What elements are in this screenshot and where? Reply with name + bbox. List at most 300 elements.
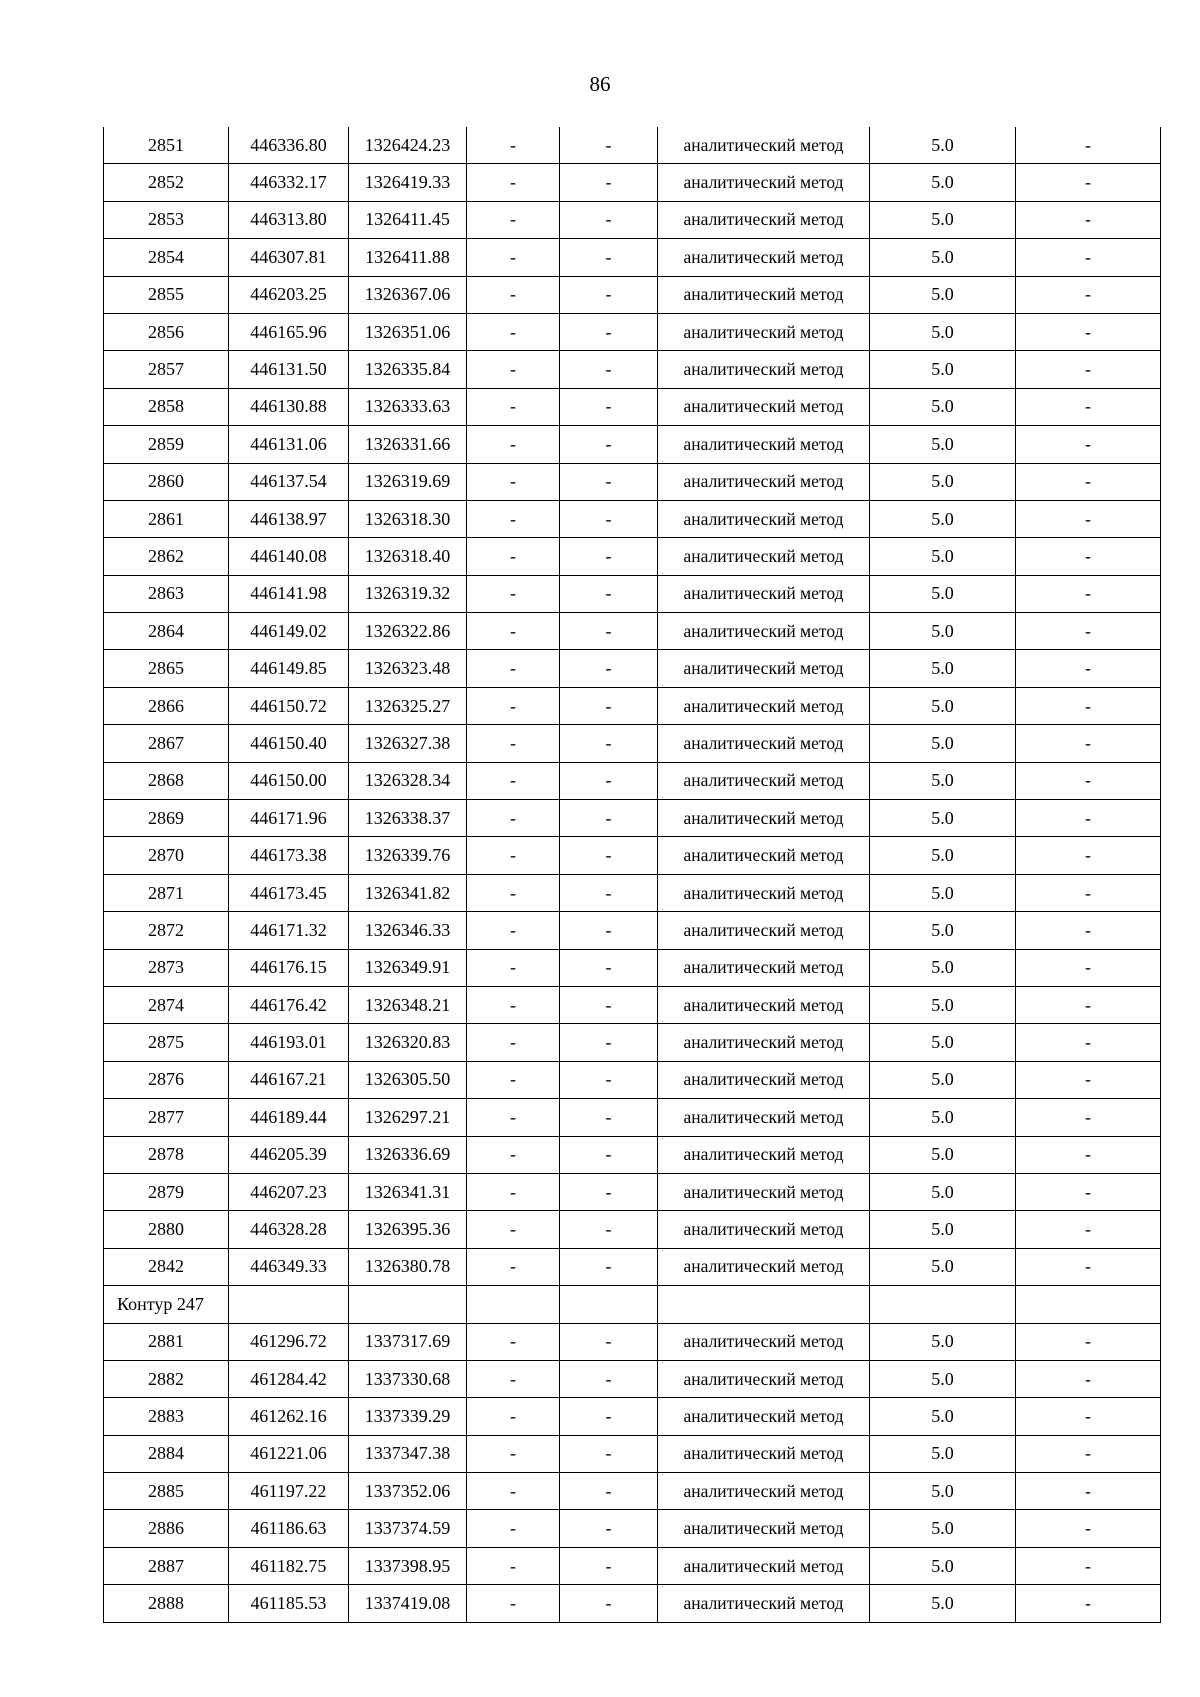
- dash-cell-1: -: [467, 1547, 560, 1584]
- table-row: [104, 1473, 1161, 1510]
- dash-cell-1: -: [467, 239, 560, 276]
- point-number-cell: 2883: [104, 1398, 229, 1435]
- dash-cell-2: -: [560, 613, 658, 650]
- dash-cell-2: [560, 1286, 658, 1323]
- accuracy-cell: 5.0: [870, 687, 1016, 724]
- y-coordinate-cell: 1326320.83: [349, 1024, 467, 1061]
- dash-cell-2: -: [560, 500, 658, 537]
- dash-cell-3: -: [1016, 1360, 1161, 1397]
- dash-cell-1: -: [467, 1585, 560, 1622]
- dash-cell-3: -: [1016, 650, 1161, 687]
- dash-cell-2: -: [560, 1173, 658, 1210]
- x-coordinate-cell: 446150.72: [229, 687, 349, 724]
- table-row: [104, 986, 1161, 1023]
- dash-cell-3: [1016, 1286, 1161, 1323]
- dash-cell-1: -: [467, 1061, 560, 1098]
- y-coordinate-cell: 1326367.06: [349, 276, 467, 313]
- accuracy-cell: 5.0: [870, 201, 1016, 238]
- method-cell: аналитический метод: [658, 1211, 870, 1248]
- dash-cell-3: -: [1016, 1547, 1161, 1584]
- y-coordinate-cell: 1337398.95: [349, 1547, 467, 1584]
- method-cell: аналитический метод: [658, 164, 870, 201]
- y-coordinate-cell: 1326328.34: [349, 762, 467, 799]
- dash-cell-3: -: [1016, 1473, 1161, 1510]
- x-coordinate-cell: 446203.25: [229, 276, 349, 313]
- method-cell: аналитический метод: [658, 613, 870, 650]
- y-coordinate-cell: 1326297.21: [349, 1099, 467, 1136]
- method-cell: аналитический метод: [658, 500, 870, 537]
- dash-cell-1: -: [467, 575, 560, 612]
- dash-cell-1: -: [467, 1173, 560, 1210]
- table-row: [104, 800, 1161, 837]
- dash-cell-2: -: [560, 388, 658, 425]
- accuracy-cell: [870, 1286, 1016, 1323]
- dash-cell-3: -: [1016, 687, 1161, 724]
- accuracy-cell: 5.0: [870, 1398, 1016, 1435]
- dash-cell-3: -: [1016, 1248, 1161, 1285]
- y-coordinate-cell: 1326318.40: [349, 538, 467, 575]
- dash-cell-3: -: [1016, 538, 1161, 575]
- y-coordinate-cell: 1326331.66: [349, 426, 467, 463]
- method-cell: аналитический метод: [658, 575, 870, 612]
- point-number-cell: 2874: [104, 986, 229, 1023]
- x-coordinate-cell: 446336.80: [229, 127, 349, 164]
- dash-cell-3: -: [1016, 351, 1161, 388]
- x-coordinate-cell: 446131.06: [229, 426, 349, 463]
- method-cell: аналитический метод: [658, 426, 870, 463]
- dash-cell-3: -: [1016, 1136, 1161, 1173]
- table-row: [104, 1510, 1161, 1547]
- method-cell: аналитический метод: [658, 1024, 870, 1061]
- accuracy-cell: 5.0: [870, 388, 1016, 425]
- dash-cell-3: -: [1016, 164, 1161, 201]
- y-coordinate-cell: 1326327.38: [349, 725, 467, 762]
- accuracy-cell: 5.0: [870, 1099, 1016, 1136]
- accuracy-cell: 5.0: [870, 613, 1016, 650]
- point-number-cell: 2872: [104, 912, 229, 949]
- point-number-cell: 2852: [104, 164, 229, 201]
- dash-cell-2: -: [560, 1473, 658, 1510]
- method-cell: аналитический метод: [658, 1435, 870, 1472]
- table-row: [104, 351, 1161, 388]
- point-number-cell: 2855: [104, 276, 229, 313]
- method-cell: аналитический метод: [658, 874, 870, 911]
- dash-cell-3: -: [1016, 800, 1161, 837]
- dash-cell-3: -: [1016, 1211, 1161, 1248]
- method-cell: аналитический метод: [658, 1547, 870, 1584]
- method-cell: аналитический метод: [658, 313, 870, 350]
- table-row: [104, 313, 1161, 350]
- method-cell: аналитический метод: [658, 1323, 870, 1360]
- point-number-cell: 2842: [104, 1248, 229, 1285]
- x-coordinate-cell: 446150.40: [229, 725, 349, 762]
- dash-cell-2: -: [560, 351, 658, 388]
- accuracy-cell: 5.0: [870, 1024, 1016, 1061]
- dash-cell-2: -: [560, 837, 658, 874]
- x-coordinate-cell: 461284.42: [229, 1360, 349, 1397]
- method-cell: аналитический метод: [658, 1248, 870, 1285]
- method-cell: аналитический метод: [658, 1136, 870, 1173]
- dash-cell-1: -: [467, 687, 560, 724]
- accuracy-cell: 5.0: [870, 463, 1016, 500]
- point-number-cell: 2853: [104, 201, 229, 238]
- table-row: [104, 613, 1161, 650]
- dash-cell-2: -: [560, 1360, 658, 1397]
- point-number-cell: 2877: [104, 1099, 229, 1136]
- dash-cell-3: -: [1016, 1510, 1161, 1547]
- dash-cell-2: -: [560, 239, 658, 276]
- y-coordinate-cell: 1326318.30: [349, 500, 467, 537]
- x-coordinate-cell: 446141.98: [229, 575, 349, 612]
- point-number-cell: 2864: [104, 613, 229, 650]
- dash-cell-1: -: [467, 949, 560, 986]
- dash-cell-1: -: [467, 1248, 560, 1285]
- method-cell: аналитический метод: [658, 538, 870, 575]
- point-number-cell: 2882: [104, 1360, 229, 1397]
- table-row: [104, 837, 1161, 874]
- dash-cell-1: -: [467, 837, 560, 874]
- method-cell: аналитический метод: [658, 837, 870, 874]
- dash-cell-2: -: [560, 800, 658, 837]
- dash-cell-2: -: [560, 725, 658, 762]
- method-cell: аналитический метод: [658, 201, 870, 238]
- dash-cell-2: -: [560, 1061, 658, 1098]
- dash-cell-1: [467, 1286, 560, 1323]
- dash-cell-1: -: [467, 1211, 560, 1248]
- method-cell: аналитический метод: [658, 1360, 870, 1397]
- dash-cell-1: -: [467, 1360, 560, 1397]
- dash-cell-1: -: [467, 276, 560, 313]
- point-number-cell: 2886: [104, 1510, 229, 1547]
- y-coordinate-cell: 1326349.91: [349, 949, 467, 986]
- table-row: [104, 912, 1161, 949]
- dash-cell-1: -: [467, 725, 560, 762]
- method-cell: аналитический метод: [658, 1473, 870, 1510]
- point-number-cell: 2857: [104, 351, 229, 388]
- y-coordinate-cell: [349, 1286, 467, 1323]
- point-number-cell: 2869: [104, 800, 229, 837]
- y-coordinate-cell: 1337339.29: [349, 1398, 467, 1435]
- point-number-cell: 2854: [104, 239, 229, 276]
- x-coordinate-cell: 446171.32: [229, 912, 349, 949]
- coordinates-table: [103, 127, 1161, 1623]
- dash-cell-1: -: [467, 762, 560, 799]
- dash-cell-2: -: [560, 986, 658, 1023]
- x-coordinate-cell: 446138.97: [229, 500, 349, 537]
- point-number-cell: 2876: [104, 1061, 229, 1098]
- dash-cell-3: -: [1016, 949, 1161, 986]
- table-row: [104, 1323, 1161, 1360]
- accuracy-cell: 5.0: [870, 351, 1016, 388]
- method-cell: аналитический метод: [658, 687, 870, 724]
- dash-cell-2: -: [560, 1099, 658, 1136]
- point-number-cell: 2887: [104, 1547, 229, 1584]
- point-number-cell: 2866: [104, 687, 229, 724]
- dash-cell-3: -: [1016, 575, 1161, 612]
- accuracy-cell: 5.0: [870, 1211, 1016, 1248]
- method-cell: аналитический метод: [658, 650, 870, 687]
- y-coordinate-cell: 1326411.45: [349, 201, 467, 238]
- dash-cell-1: -: [467, 800, 560, 837]
- x-coordinate-cell: 446349.33: [229, 1248, 349, 1285]
- point-number-cell: 2873: [104, 949, 229, 986]
- dash-cell-3: -: [1016, 1173, 1161, 1210]
- method-cell: аналитический метод: [658, 1061, 870, 1098]
- table-row: [104, 1099, 1161, 1136]
- method-cell: аналитический метод: [658, 127, 870, 164]
- x-coordinate-cell: 461182.75: [229, 1547, 349, 1584]
- dash-cell-1: -: [467, 388, 560, 425]
- dash-cell-3: -: [1016, 276, 1161, 313]
- accuracy-cell: 5.0: [870, 837, 1016, 874]
- x-coordinate-cell: 446189.44: [229, 1099, 349, 1136]
- accuracy-cell: 5.0: [870, 1173, 1016, 1210]
- accuracy-cell: 5.0: [870, 874, 1016, 911]
- dash-cell-2: -: [560, 1547, 658, 1584]
- y-coordinate-cell: 1326319.69: [349, 463, 467, 500]
- dash-cell-1: -: [467, 650, 560, 687]
- dash-cell-3: -: [1016, 1061, 1161, 1098]
- dash-cell-2: -: [560, 276, 658, 313]
- point-number-cell: 2880: [104, 1211, 229, 1248]
- y-coordinate-cell: 1337317.69: [349, 1323, 467, 1360]
- table-row: [104, 687, 1161, 724]
- table-row: [104, 426, 1161, 463]
- dash-cell-3: -: [1016, 127, 1161, 164]
- method-cell: [658, 1286, 870, 1323]
- point-number-cell: 2856: [104, 313, 229, 350]
- dash-cell-2: -: [560, 874, 658, 911]
- dash-cell-3: -: [1016, 1099, 1161, 1136]
- dash-cell-1: -: [467, 1435, 560, 1472]
- accuracy-cell: 5.0: [870, 1248, 1016, 1285]
- y-coordinate-cell: 1326339.76: [349, 837, 467, 874]
- y-coordinate-cell: 1326341.82: [349, 874, 467, 911]
- y-coordinate-cell: 1326335.84: [349, 351, 467, 388]
- dash-cell-2: -: [560, 1398, 658, 1435]
- table-row: [104, 388, 1161, 425]
- table-row: [104, 1435, 1161, 1472]
- dash-cell-3: -: [1016, 1435, 1161, 1472]
- method-cell: аналитический метод: [658, 463, 870, 500]
- point-number-cell: 2861: [104, 500, 229, 537]
- dash-cell-2: -: [560, 687, 658, 724]
- table-row: [104, 650, 1161, 687]
- dash-cell-3: -: [1016, 313, 1161, 350]
- accuracy-cell: 5.0: [870, 575, 1016, 612]
- x-coordinate-cell: 446149.85: [229, 650, 349, 687]
- dash-cell-2: -: [560, 1211, 658, 1248]
- dash-cell-2: -: [560, 1024, 658, 1061]
- y-coordinate-cell: 1337419.08: [349, 1585, 467, 1622]
- y-coordinate-cell: 1326395.36: [349, 1211, 467, 1248]
- dash-cell-3: -: [1016, 1323, 1161, 1360]
- method-cell: аналитический метод: [658, 986, 870, 1023]
- dash-cell-2: -: [560, 313, 658, 350]
- method-cell: аналитический метод: [658, 1398, 870, 1435]
- table-row: [104, 1585, 1161, 1622]
- accuracy-cell: 5.0: [870, 986, 1016, 1023]
- table-row: [104, 164, 1161, 201]
- point-number-cell: 2863: [104, 575, 229, 612]
- accuracy-cell: 5.0: [870, 164, 1016, 201]
- point-number-cell: 2868: [104, 762, 229, 799]
- dash-cell-1: -: [467, 164, 560, 201]
- method-cell: аналитический метод: [658, 388, 870, 425]
- y-coordinate-cell: 1326419.33: [349, 164, 467, 201]
- point-number-cell: 2858: [104, 388, 229, 425]
- method-cell: аналитический метод: [658, 912, 870, 949]
- table-row: [104, 1547, 1161, 1584]
- table-row: [104, 538, 1161, 575]
- method-cell: аналитический метод: [658, 800, 870, 837]
- dash-cell-1: -: [467, 1398, 560, 1435]
- dash-cell-1: -: [467, 313, 560, 350]
- accuracy-cell: 5.0: [870, 725, 1016, 762]
- table-row: [104, 1360, 1161, 1397]
- accuracy-cell: 5.0: [870, 538, 1016, 575]
- dash-cell-2: -: [560, 575, 658, 612]
- y-coordinate-cell: 1337352.06: [349, 1473, 467, 1510]
- y-coordinate-cell: 1326305.50: [349, 1061, 467, 1098]
- method-cell: аналитический метод: [658, 276, 870, 313]
- x-coordinate-cell: 461197.22: [229, 1473, 349, 1510]
- dash-cell-3: -: [1016, 463, 1161, 500]
- table-row: [104, 762, 1161, 799]
- dash-cell-1: -: [467, 538, 560, 575]
- dash-cell-3: -: [1016, 725, 1161, 762]
- dash-cell-3: -: [1016, 1585, 1161, 1622]
- y-coordinate-cell: 1326322.86: [349, 613, 467, 650]
- dash-cell-3: -: [1016, 388, 1161, 425]
- accuracy-cell: 5.0: [870, 1473, 1016, 1510]
- x-coordinate-cell: 461221.06: [229, 1435, 349, 1472]
- accuracy-cell: 5.0: [870, 1510, 1016, 1547]
- x-coordinate-cell: 446171.96: [229, 800, 349, 837]
- table-row: [104, 276, 1161, 313]
- table-row: [104, 463, 1161, 500]
- table-row: [104, 1211, 1161, 1248]
- y-coordinate-cell: 1326341.31: [349, 1173, 467, 1210]
- dash-cell-1: -: [467, 1473, 560, 1510]
- table-row: [104, 874, 1161, 911]
- x-coordinate-cell: 446167.21: [229, 1061, 349, 1098]
- dash-cell-2: -: [560, 463, 658, 500]
- accuracy-cell: 5.0: [870, 1360, 1016, 1397]
- x-coordinate-cell: 446173.45: [229, 874, 349, 911]
- accuracy-cell: 5.0: [870, 1323, 1016, 1360]
- point-number-cell: 2881: [104, 1323, 229, 1360]
- y-coordinate-cell: 1326348.21: [349, 986, 467, 1023]
- point-number-cell: 2867: [104, 725, 229, 762]
- x-coordinate-cell: 461186.63: [229, 1510, 349, 1547]
- dash-cell-3: -: [1016, 426, 1161, 463]
- dash-cell-2: -: [560, 538, 658, 575]
- x-coordinate-cell: 446150.00: [229, 762, 349, 799]
- contour-label-cell: Контур 247: [104, 1286, 229, 1323]
- point-number-cell: 2879: [104, 1173, 229, 1210]
- method-cell: аналитический метод: [658, 239, 870, 276]
- y-coordinate-cell: 1337347.38: [349, 1435, 467, 1472]
- accuracy-cell: 5.0: [870, 1061, 1016, 1098]
- table-row: [104, 1248, 1161, 1285]
- table-row: [104, 239, 1161, 276]
- x-coordinate-cell: 446176.15: [229, 949, 349, 986]
- point-number-cell: 2888: [104, 1585, 229, 1622]
- y-coordinate-cell: 1326333.63: [349, 388, 467, 425]
- dash-cell-2: -: [560, 912, 658, 949]
- y-coordinate-cell: 1326380.78: [349, 1248, 467, 1285]
- x-coordinate-cell: 446332.17: [229, 164, 349, 201]
- method-cell: аналитический метод: [658, 725, 870, 762]
- dash-cell-2: -: [560, 1323, 658, 1360]
- accuracy-cell: 5.0: [870, 800, 1016, 837]
- method-cell: аналитический метод: [658, 1173, 870, 1210]
- dash-cell-1: -: [467, 500, 560, 537]
- y-coordinate-cell: 1326346.33: [349, 912, 467, 949]
- y-coordinate-cell: 1337374.59: [349, 1510, 467, 1547]
- x-coordinate-cell: 446165.96: [229, 313, 349, 350]
- accuracy-cell: 5.0: [870, 276, 1016, 313]
- dash-cell-1: -: [467, 874, 560, 911]
- x-coordinate-cell: 446193.01: [229, 1024, 349, 1061]
- point-number-cell: 2862: [104, 538, 229, 575]
- dash-cell-1: -: [467, 912, 560, 949]
- y-coordinate-cell: 1326338.37: [349, 800, 467, 837]
- dash-cell-2: -: [560, 762, 658, 799]
- dash-cell-2: -: [560, 1435, 658, 1472]
- table-row: [104, 1024, 1161, 1061]
- dash-cell-2: -: [560, 1510, 658, 1547]
- dash-cell-1: -: [467, 463, 560, 500]
- x-coordinate-cell: 461185.53: [229, 1585, 349, 1622]
- dash-cell-2: -: [560, 1248, 658, 1285]
- y-coordinate-cell: 1326319.32: [349, 575, 467, 612]
- dash-cell-3: -: [1016, 201, 1161, 238]
- point-number-cell: 2885: [104, 1473, 229, 1510]
- dash-cell-1: -: [467, 1510, 560, 1547]
- contour-header-row: [104, 1286, 1161, 1323]
- method-cell: аналитический метод: [658, 949, 870, 986]
- x-coordinate-cell: 446207.23: [229, 1173, 349, 1210]
- dash-cell-3: -: [1016, 613, 1161, 650]
- table-row: [104, 725, 1161, 762]
- method-cell: аналитический метод: [658, 351, 870, 388]
- x-coordinate-cell: 446137.54: [229, 463, 349, 500]
- accuracy-cell: 5.0: [870, 426, 1016, 463]
- table-row: [104, 500, 1161, 537]
- accuracy-cell: 5.0: [870, 650, 1016, 687]
- dash-cell-2: -: [560, 127, 658, 164]
- dash-cell-1: -: [467, 1323, 560, 1360]
- x-coordinate-cell: 446205.39: [229, 1136, 349, 1173]
- dash-cell-3: -: [1016, 239, 1161, 276]
- dash-cell-1: -: [467, 1024, 560, 1061]
- table-row: [104, 127, 1161, 164]
- y-coordinate-cell: 1326325.27: [349, 687, 467, 724]
- point-number-cell: 2878: [104, 1136, 229, 1173]
- accuracy-cell: 5.0: [870, 1136, 1016, 1173]
- dash-cell-1: -: [467, 1099, 560, 1136]
- x-coordinate-cell: 446328.28: [229, 1211, 349, 1248]
- accuracy-cell: 5.0: [870, 1435, 1016, 1472]
- x-coordinate-cell: 446131.50: [229, 351, 349, 388]
- x-coordinate-cell: 461262.16: [229, 1398, 349, 1435]
- point-number-cell: 2865: [104, 650, 229, 687]
- table-row: [104, 1398, 1161, 1435]
- point-number-cell: 2859: [104, 426, 229, 463]
- dash-cell-1: -: [467, 613, 560, 650]
